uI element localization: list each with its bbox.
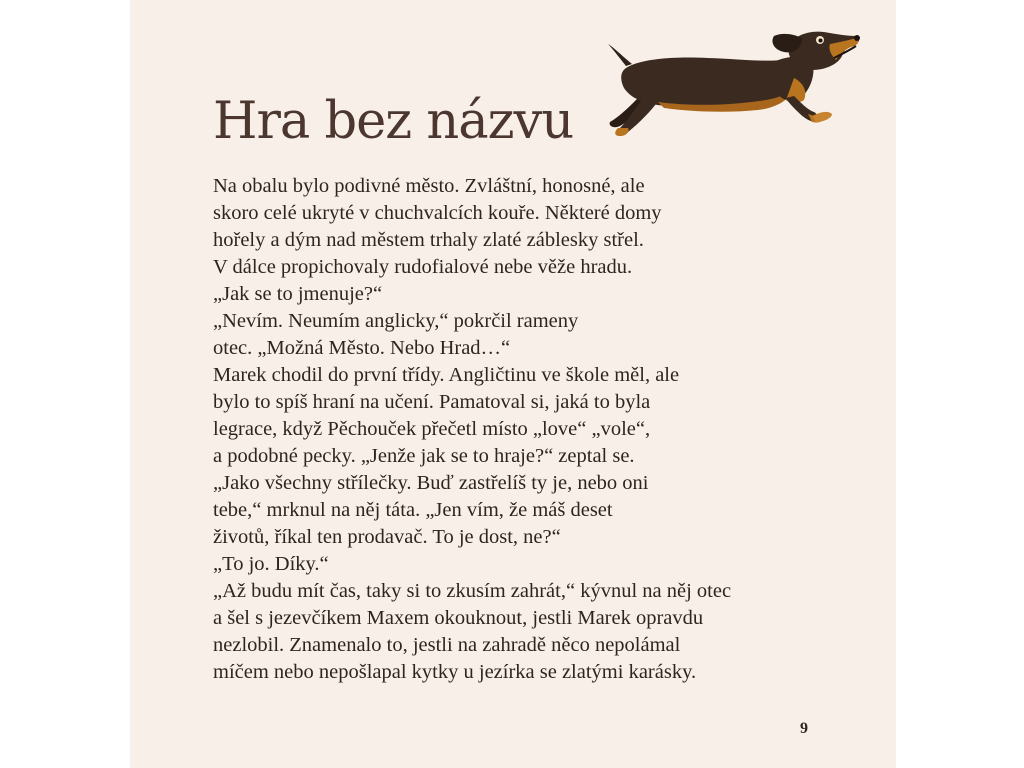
text-line: a šel s jezevčíkem Maxem okouknout, jestli Marek opravdu <box>213 607 704 629</box>
text-line: Marek chodil do první třídy. Angličtinu ve škole měl, ale <box>213 364 680 386</box>
page-number: 9 <box>800 720 808 737</box>
text-line: „To jo. Díky.“ <box>213 553 329 575</box>
text-line: „Jak se to jmenuje?“ <box>213 283 383 305</box>
text-line: „Jako všechny střílečky. Buď zastřelíš ty je, nebo oni <box>213 472 649 494</box>
running-dachshund-icon <box>598 16 868 140</box>
text-line: Na obalu bylo podivné město. Zvláštní, honosné, ale <box>213 175 645 197</box>
text-line: bylo to spíš hraní na učení. Pamatoval si, jaká to byla <box>213 391 651 413</box>
text-line: hořely a dým nad městem trhaly zlaté záblesky střel. <box>213 229 644 251</box>
text-line: „Až budu mít čas, taky si to zkusím zahrát,“ kývnul na něj otec <box>213 580 732 602</box>
text-line: skoro celé ukryté v chuchvalcích kouře. Některé domy <box>213 202 662 224</box>
body-text <box>213 173 873 686</box>
text-line: životů, říkal ten prodavač. To je dost, ne?“ <box>213 526 561 548</box>
dachshund-illustration <box>608 32 860 136</box>
text-line: V dálce propichovaly rudofialové nebe věže hradu. <box>213 256 633 278</box>
text-line: nezlobil. Znamenalo to, jestli na zahradě něco nepolámal <box>213 634 681 656</box>
book-page <box>130 0 896 768</box>
text-line: a podobné pecky. „Jenže jak se to hraje?“ zeptal se. <box>213 445 635 467</box>
text-line: otec. „Možná Město. Nebo Hrad…“ <box>213 337 511 359</box>
chapter-title: Hra bez názvu <box>213 92 574 151</box>
text-line: tebe,“ mrknul na něj táta. „Jen vím, že máš deset <box>213 499 613 521</box>
text-line: „Nevím. Neumím anglicky,“ pokrčil rameny <box>213 310 579 332</box>
text-line: míčem nebo nepošlapal kytky u jezírka se zlatými karásky. <box>213 661 697 683</box>
text-line: legrace, když Pěchouček přečetl místo „love“ „vole“, <box>213 418 651 440</box>
